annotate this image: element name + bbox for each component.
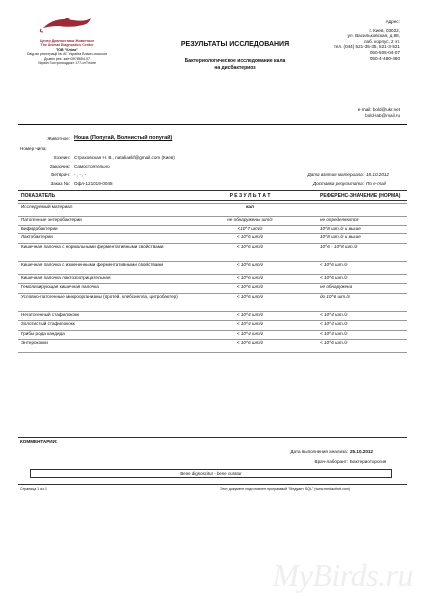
customer-label: Заказчик:	[49, 164, 70, 169]
software-note: Этот документ подготовлен программой "Медуант SQL" (www.medauthet.com)	[220, 487, 351, 491]
table-row-indicator: Гемолизирующая кишечная палочка	[21, 284, 99, 289]
table-row-indicator: Грибы рода кандида	[21, 331, 65, 336]
subtitle-line2: на дисбактериоз	[214, 64, 256, 71]
completion-date-label: Дата выполнения анализа:	[290, 449, 348, 454]
address-line: г. Киев, 03022,	[369, 27, 400, 33]
table-row-reference: < 10^6 шт./г	[320, 262, 348, 267]
table-row-reference: до 10^6 шт./г	[320, 294, 350, 299]
address-label: Адрес:	[385, 19, 400, 24]
comments-line	[18, 437, 407, 438]
table-row-reference: 10^8 шт./г и выше	[320, 226, 361, 231]
report-title: РЕЗУЛЬТАТЫ ИССЛЕДОВАНИЯ	[180, 41, 290, 48]
org-line2: Свід-во реєстрації № АГ Україна Власн-ооссоон	[26, 52, 108, 57]
ready-label: Доставка результата:	[312, 181, 364, 186]
table-row-result: < 10^6 шт/г	[236, 244, 264, 249]
col-header-result: Р Е З У Л Ь Т А Т	[229, 193, 271, 199]
address-line: тел. (044) 521-35-35, 521-3-521	[333, 44, 400, 50]
org-line4: Україн Гостроноцдокт 177-отТлоне	[37, 61, 97, 66]
email-line2: bold-lab@mail.ru	[365, 112, 400, 118]
header-divider	[18, 124, 407, 125]
owner-value: Страховская Н. В., nataliaelif@gmail.com (Киев)	[74, 155, 175, 160]
page-number: Страница 1 из 1	[20, 487, 47, 491]
table-row-indicator: Кишечная палочка с нормальными ферментативными свойствами	[21, 244, 164, 249]
address-line: ул. Васильковская, д.98,	[347, 33, 400, 39]
org-line1: ТОВ "Кліла"	[56, 48, 78, 52]
table-row-reference: 10^6 - 10^8 шт./г	[320, 244, 358, 249]
table-top-line	[18, 190, 407, 191]
org-line3: Дозвіл реє. кинт3978654-07	[43, 56, 91, 61]
table-row-result: < 10^4 шт/г	[236, 312, 264, 317]
completion-date-value: 25.10.2012	[350, 449, 373, 454]
ready-value: По e-mail	[366, 181, 386, 186]
subtitle-line1: Бактериологическое исследование кала	[184, 58, 286, 64]
address-line: 050-505-04-07	[369, 49, 400, 55]
table-row-reference: не определяются	[320, 217, 359, 222]
order-value: Офл-121019-0048	[74, 181, 113, 186]
watermark: MyBirds.ru	[272, 557, 413, 593]
address-line: 050-4-480-480	[369, 55, 400, 61]
table-row-reference: < 10^4 шт./г	[320, 331, 348, 336]
comments-label: КОММЕНТАРИИ:	[20, 439, 58, 444]
col-header-reference: РЕФЕРЕНС-ЗНАЧЕНИЕ (НОРМА)	[320, 193, 401, 199]
table-row-result: < 10^6 шт/г	[236, 284, 264, 289]
animal-value: Ноша (Попугай, Волнистый попугай)	[74, 135, 173, 141]
logo-line1: Центр Диагностики Животных	[39, 39, 95, 43]
table-row-reference: не обнаружена	[320, 284, 353, 289]
clinic-logo	[33, 14, 101, 46]
motto-box: Bene dignoscitur - bene curatur	[30, 469, 392, 478]
clinic-org-info	[22, 48, 112, 66]
table-row-indicator: Золотистый стафилококк	[21, 321, 75, 326]
vet-label: Ветврач:	[51, 172, 70, 177]
table-row-reference: < 10^6 шт./г	[320, 340, 348, 345]
animal-label: Животное:	[47, 136, 70, 141]
table-row-indicator: Бифидобактерии	[21, 226, 58, 231]
table-row-reference: 10^8 шт./г и выше	[320, 234, 361, 239]
table-row-indicator: Патогенные энтеробактерии	[21, 217, 82, 222]
doctor-value: Бактериоторогия	[350, 459, 387, 464]
material-value: кал	[246, 204, 254, 209]
table-bottom-line	[18, 352, 407, 353]
table-row-result: < 10^6 шт/г	[236, 275, 264, 280]
owner-label: Хозяин:	[53, 155, 70, 160]
doctor-label: Врач-лаборант:	[314, 459, 348, 464]
material-label: Исследуемый материал	[21, 204, 73, 209]
table-row-result: < 10^6 шт/г	[236, 234, 264, 239]
table-row-indicator: Условно-патогенные микроорганизмы (протей, клебсиелла, цитробактер)	[21, 294, 178, 299]
order-label: Заказ №:	[50, 181, 70, 186]
table-row-result: < 10^6 шт/г	[236, 294, 264, 299]
customer-value: Самостоятельно	[74, 164, 110, 169]
table-row-result: < 10^4 шт/г	[236, 321, 264, 326]
table-row-indicator: Кишечная палочка лактозоотрицательная	[21, 275, 111, 280]
footer-line	[18, 484, 407, 485]
table-row-reference: < 10^4 шт./г	[320, 312, 348, 317]
table-row-result: не обнаружены шт/г	[227, 217, 273, 222]
table-row-indicator: Кишечная палочка с измененными ферментативными свойствами	[21, 262, 164, 267]
table-row-reference: < 10^4 шт./г	[320, 321, 348, 326]
table-row-result: < 10^4 шт/г	[236, 331, 264, 336]
card-label: Номер чипа:	[20, 146, 47, 151]
table-row-reference: < 10^6 шт./г	[320, 275, 348, 280]
table-row-indicator: Негатогенный стафилококк	[21, 312, 80, 317]
received-label: Дата взятия материала:	[307, 172, 364, 177]
email-line1: e-mail: bold@ukr.net	[357, 107, 400, 112]
table-header-line	[18, 200, 407, 201]
dolphin-logo-icon	[33, 14, 101, 34]
table-row-result: < 10^6 шт/г	[236, 340, 264, 345]
vet-value: - , - , -	[74, 172, 87, 177]
col-header-indicator: ПОКАЗАТЕЛЬ	[21, 193, 56, 199]
received-value: 18.10.2012	[366, 172, 389, 177]
table-row-result: < 10^6 шт/г	[236, 262, 264, 267]
table-row-indicator: Энтерококки	[21, 340, 48, 345]
address-line: лаб. корпус, 2 эт.	[363, 38, 400, 44]
address-block	[290, 19, 400, 61]
table-row-result: <10^7 шт/г	[237, 226, 263, 231]
email-block	[290, 107, 400, 118]
logo-line2: The Animal Diagnostics Center	[40, 43, 94, 48]
table-row-indicator: Лактобактерии	[21, 234, 53, 239]
